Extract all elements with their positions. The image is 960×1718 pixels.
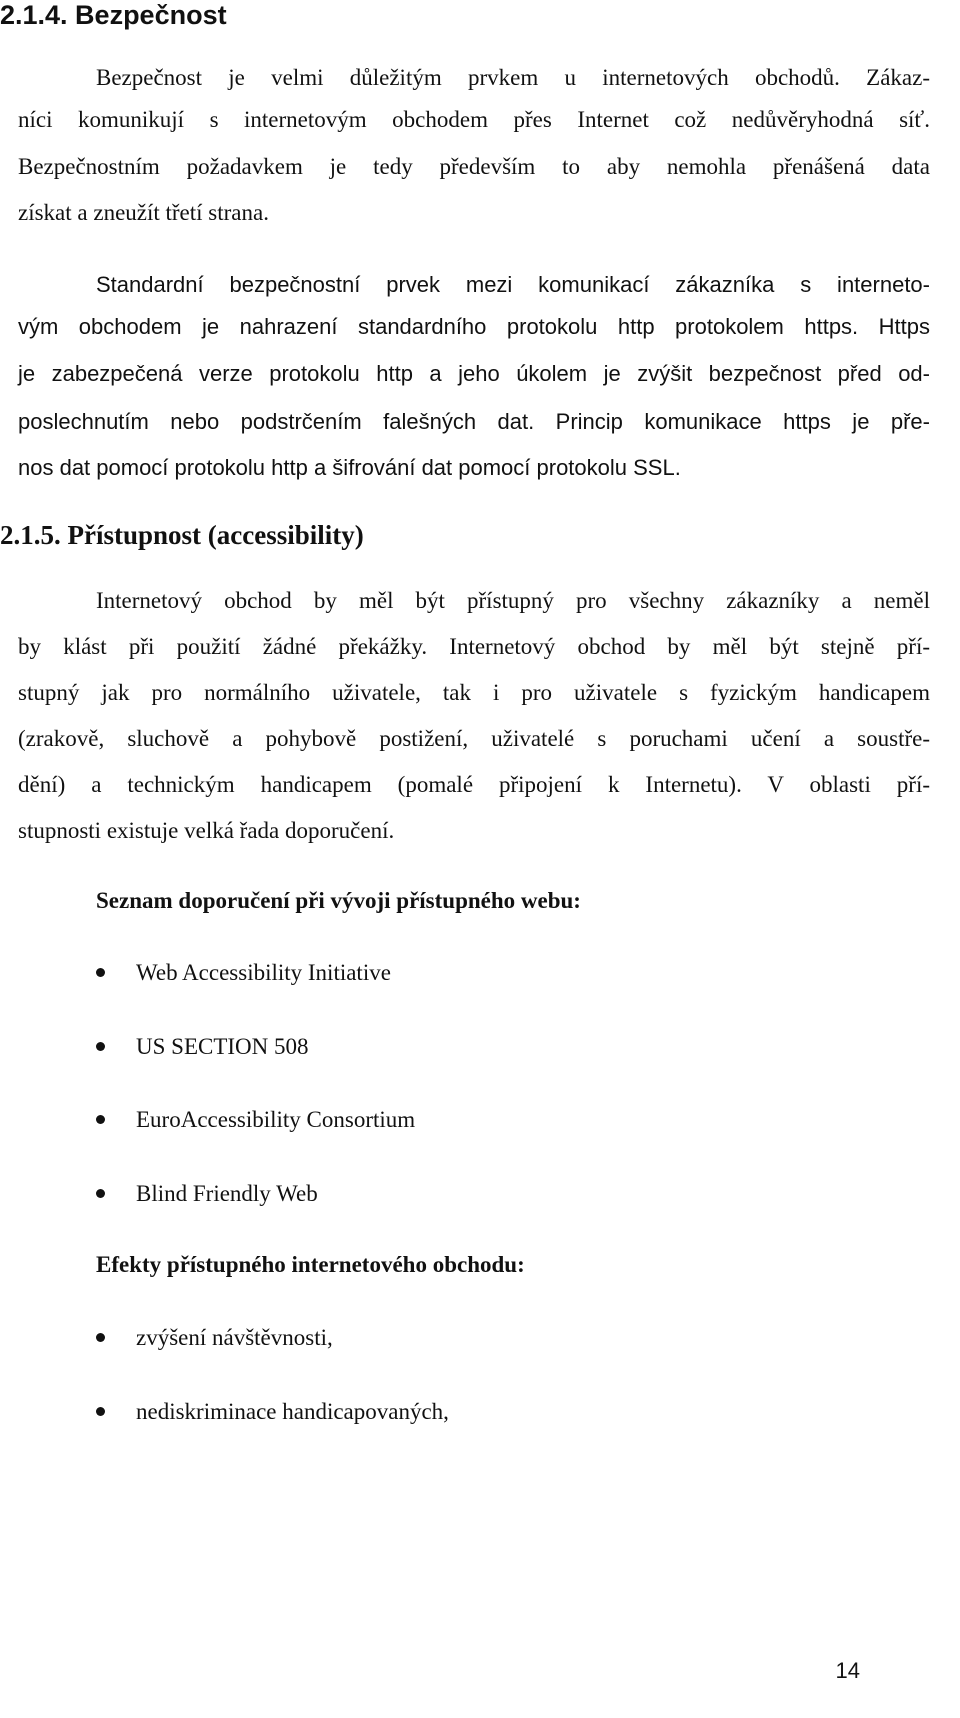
text-line: nos dat pomocí protokolu http a šifrování dat pomocí protokolu SSL. — [18, 455, 681, 480]
bullet-icon — [96, 1333, 105, 1342]
list-item-text: US SECTION 508 — [136, 1034, 309, 1059]
text-line: je zabezpečená verze protokolu http a jeho úkolem je zvýšit bezpečnost před od- — [18, 361, 930, 386]
bullet-icon — [96, 1189, 105, 1198]
effects-heading: Efekty přístupného internetového obchodu: — [96, 1252, 525, 1277]
bullet-icon — [96, 1115, 105, 1124]
section-heading-accessibility: 2.1.5. Přístupnost (accessibility) — [0, 520, 364, 550]
text-line: stupný jak pro normálního uživatele, tak i pro uživatele s fyzickým handicapem — [18, 680, 930, 705]
list-item-text: EuroAccessibility Consortium — [136, 1107, 416, 1132]
section-heading-security: 2.1.4. Bezpečnost — [0, 0, 227, 30]
text-line: získat a zneužít třetí strana. — [18, 200, 269, 225]
page-number: 14 — [835, 1658, 860, 1683]
list-item-text: zvýšení návštěvnosti, — [136, 1325, 333, 1350]
text-line: vým obchodem je nahrazení standardního protokolu http protokolem https. Https — [18, 314, 930, 339]
text-line: Bezpečnost je velmi důležitým prvkem u internetových obchodů. Zákaz- — [96, 65, 930, 90]
bullet-icon — [96, 1407, 105, 1416]
text-line: Internetový obchod by měl být přístupný pro všechny zákazníky a neměl — [96, 588, 930, 613]
text-line: by klást při použití žádné překážky. Internetový obchod by měl být stejně pří- — [18, 634, 930, 659]
list-item-text: Web Accessibility Initiative — [136, 960, 391, 985]
text-line: Standardní bezpečnostní prvek mezi komunikací zákazníka s internetо- — [96, 272, 930, 297]
list-item-text: Blind Friendly Web — [136, 1181, 318, 1206]
text-line: stupnosti existuje velká řada doporučení. — [18, 818, 395, 843]
text-line: níci komunikují s internetovým obchodem přes Internet což nedůvěryhodná síť. — [18, 107, 930, 132]
bullet-icon — [96, 1042, 105, 1051]
bullet-icon — [96, 968, 105, 977]
list-item-text: nediskriminace handicapovaných, — [136, 1399, 449, 1424]
text-line: (zrakově, sluchově a pohybově postižení, uživatelé s poruchami učení a soustře- — [18, 726, 930, 751]
recommendations-heading: Seznam doporučení při vývoji přístupného webu: — [96, 888, 581, 913]
text-line: poslechnutím nebo podstrčením falešných dat. Princip komunikace https je pře- — [18, 409, 930, 434]
text-line: Bezpečnostním požadavkem je tedy především to aby nemohla přenášená data — [18, 154, 930, 179]
text-line: dění) a technickým handicapem (pomalé připojení k Internetu). V oblasti pří- — [18, 772, 930, 797]
